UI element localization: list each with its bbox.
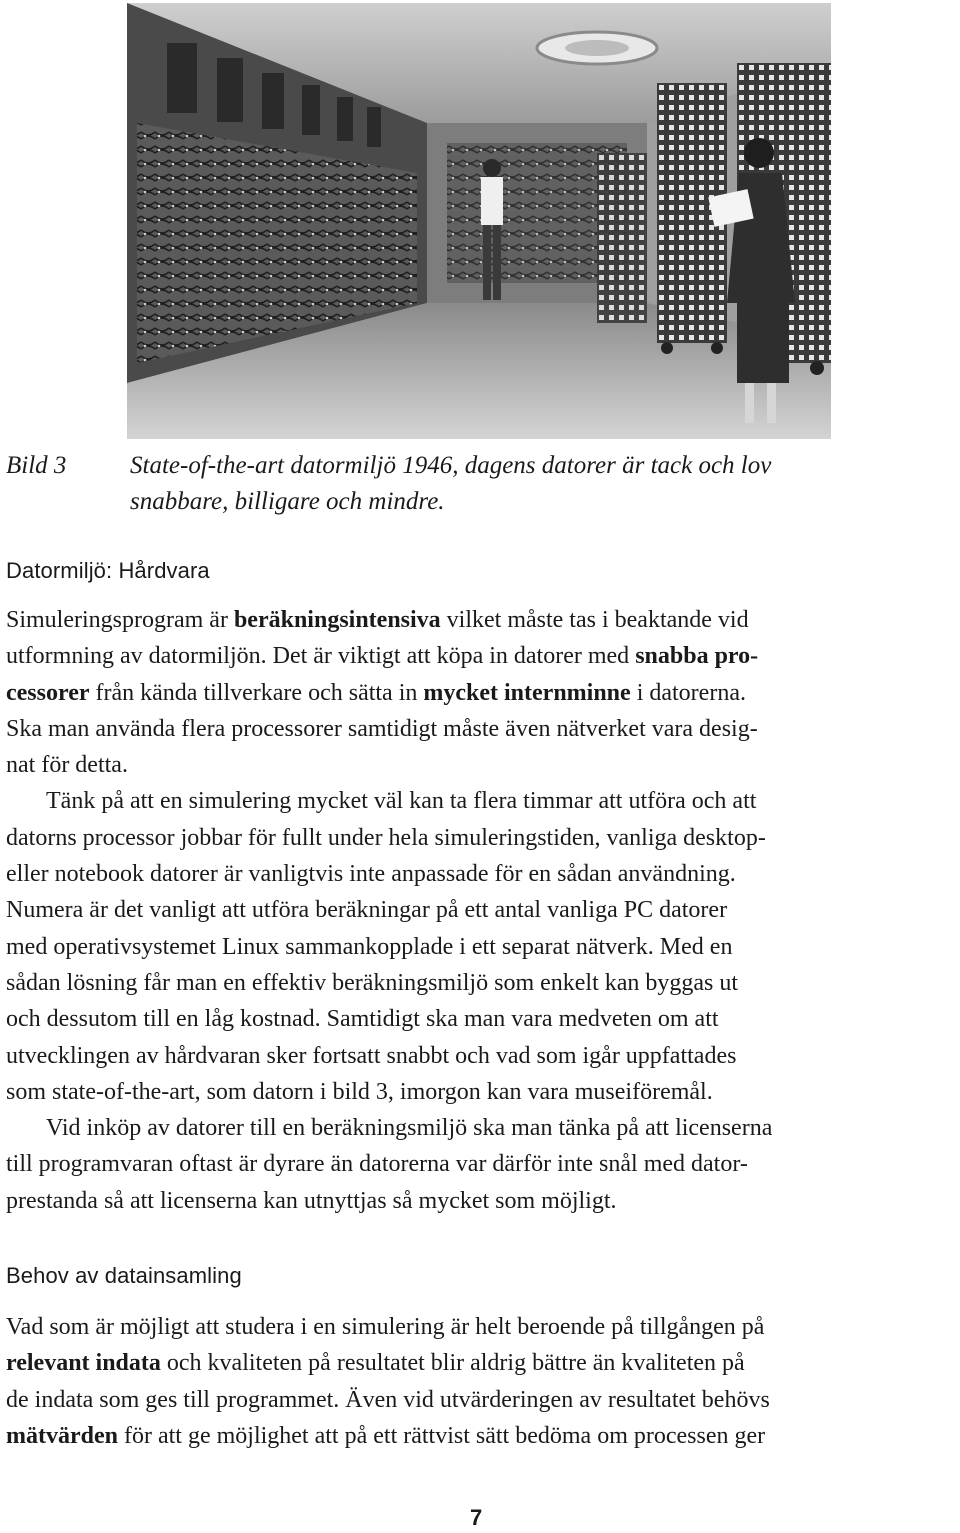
figure-caption bbox=[130, 448, 890, 520]
text-line: och dessutom till en låg kostnad. Samtidigt ska man vara medveten om att bbox=[6, 1006, 719, 1033]
page-number: 7 bbox=[470, 1505, 483, 1530]
figure-label: Bild 3 bbox=[6, 452, 67, 479]
section-body-data-collection bbox=[6, 1309, 956, 1454]
text-line: Vad som är möjligt att studera i en simulering är helt beroende på tillgången på bbox=[6, 1314, 765, 1340]
text-line: Numera är det vanligt att utföra beräkningar på ett antal vanliga PC datorer bbox=[6, 897, 728, 924]
text-line: sådan lösning får man en effektiv beräkningsmiljö som enkelt kan byggas ut bbox=[6, 969, 739, 996]
text-line: utvecklingen av hårdvaran sker fortsatt snabbt och vad som igår uppfattades bbox=[6, 1042, 737, 1069]
text-line: till programvaran oftast är dyrare än datorerna var därför inte snål med dator- bbox=[6, 1151, 748, 1178]
text-line: Ska man använda flera processorer samtidigt måste även nätverket vara desig- bbox=[6, 715, 758, 742]
text-line: utformning av datormiljön. Det är viktigt att köpa in datorer med snabba pro- bbox=[6, 643, 759, 670]
text-line: prestanda så att licenserna kan utnyttjas så mycket som möjligt. bbox=[6, 1187, 617, 1214]
text-line: Vid inköp av datorer till en beräkningsmiljö ska man tänka på att licenserna bbox=[46, 1115, 773, 1142]
text-line: cessorer från kända tillverkare och sätta in mycket internminne i datorerna. bbox=[6, 679, 746, 706]
text-line: med operativsystemet Linux sammankopplade i ett separat nätverk. Med en bbox=[6, 933, 733, 960]
text-line: Simuleringsprogram är beräkningsintensiva vilket måste tas i beaktande vid bbox=[6, 607, 749, 633]
section-heading-hardware: Datormiljö: Hårdvara bbox=[6, 558, 210, 583]
text-line: nat för detta. bbox=[6, 752, 128, 779]
text-line: Tänk på att en simulering mycket väl kan ta flera timmar att utföra och att bbox=[46, 788, 757, 815]
caption-line: State-of-the-art datormiljö 1946, dagens datorer är tack och lov bbox=[130, 452, 772, 479]
eniac-photo bbox=[127, 3, 831, 439]
text-line: relevant indata och kvaliteten på resultatet blir aldrig bättre än kvaliteten på bbox=[6, 1350, 745, 1377]
text-line: som state-of-the-art, som datorn i bild 3, imorgon kan vara museiföremål. bbox=[6, 1078, 713, 1105]
text-line: eller notebook datorer är vanligtvis inte anpassade för en sådan användning. bbox=[6, 861, 736, 888]
section-heading-data-collection: Behov av datainsamling bbox=[6, 1263, 242, 1288]
caption-line: snabbare, billigare och mindre. bbox=[130, 488, 445, 515]
text-line: mätvärden för att ge möjlighet att på ett rättvist sätt bedöma om processen ger bbox=[6, 1422, 766, 1449]
text-line: de indata som ges till programmet. Även vid utvärderingen av resultatet behövs bbox=[6, 1386, 770, 1413]
section-body-hardware bbox=[6, 602, 956, 1219]
text-line: datorns processor jobbar för fullt under hela simuleringstiden, vanliga desktop- bbox=[6, 824, 766, 851]
